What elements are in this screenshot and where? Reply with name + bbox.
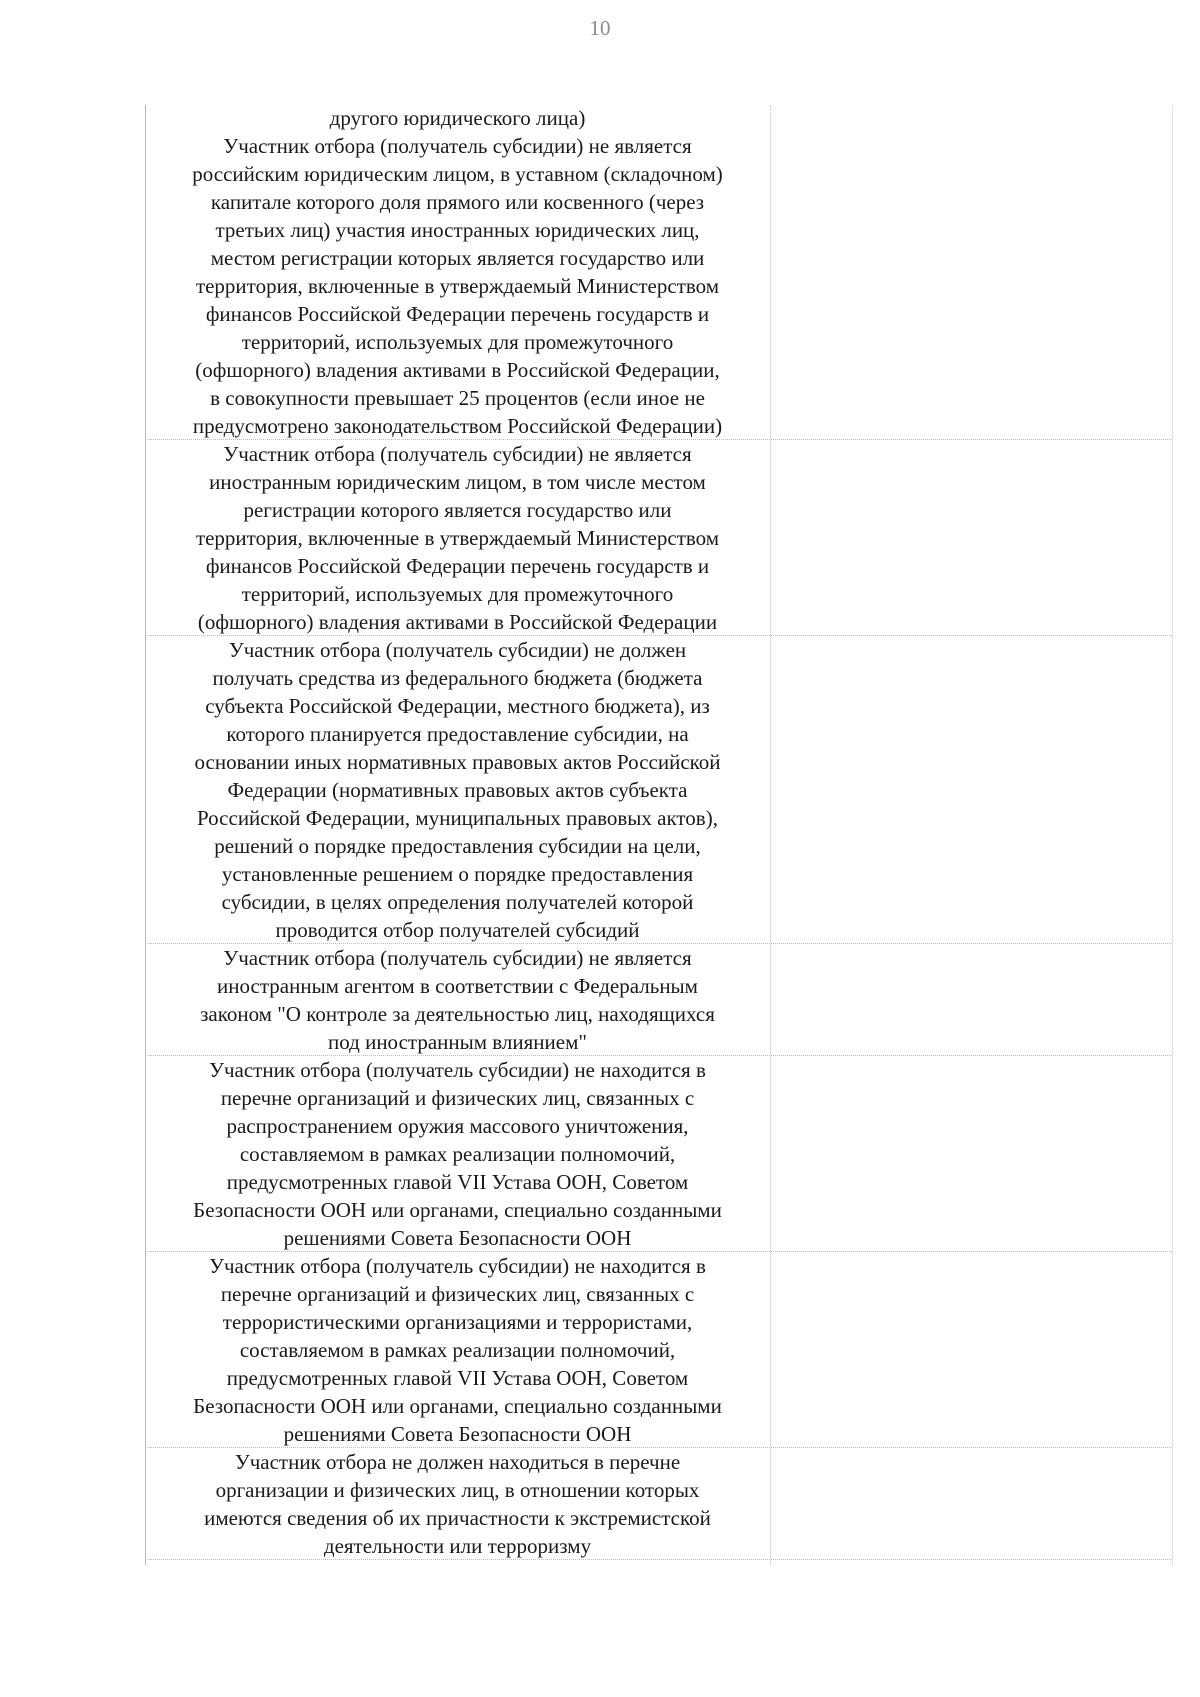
requirements-table xyxy=(145,104,770,1560)
table-row xyxy=(145,104,770,440)
table-right-border xyxy=(1172,105,1173,1565)
table-row xyxy=(145,1448,770,1560)
table-row xyxy=(145,1056,770,1252)
requirement-text: Участник отбора (получатель субсидии) не находится в перечне организаций и физических лиц, связанных с террористическими организациями и террористами, составляемом в рамках реализации полномочий, предусмотренных главой VII Устава ООН, Советом Безопасности ООН или органами, специально созданными решениями Совета Безопасности ООН xyxy=(193,1254,722,1446)
page-number: 10 xyxy=(589,16,611,40)
requirement-text: Участник отбора (получатель субсидии) не должен получать средства из федерального бюджета (бюджета субъекта Российской Федерации, местного бюджета), из которого планируется предоставление субсидии, на основании иных нормативных правовых актов Российской Федерации (нормативных правовых актов субъекта Российской Федерации, муниципальных правовых актов), решений о порядке предоставления субсидии на цели, установленные решением о порядке предоставления субсидии, в целях определения получателей которой проводится отбор получателей субсидий xyxy=(194,638,721,942)
requirement-text: другого юридического лица) Участник отбора (получатель субсидии) не является российским юридическим лицом, в уставном (складочном) капитале которого доля прямого или косвенного (через третьих лиц) участия иностранных юридических лиц, местом регистрации которых является государство или территория, включенные в утверждаемый Министерством финансов Российской Федерации перечень государств и территорий, используемых для промежуточного (офшорного) владения активами в Российской Федерации, в совокупности превышает 25 процентов (если иное не предусмотрено законодательством Российской Федерации) xyxy=(192,106,723,438)
table-column-divider xyxy=(770,105,771,1565)
requirement-text: Участник отбора (получатель субсидии) не находится в перечне организаций и физических лиц, связанных с распространением оружия массового уничтожения, составляемом в рамках реализации полномочий, предусмотренных главой VII Устава ООН, Советом Безопасности ООН или органами, специально созданными решениями Совета Безопасности ООН xyxy=(193,1058,722,1250)
table-row xyxy=(145,636,770,944)
table-row xyxy=(145,440,770,636)
requirement-text: Участник отбора (получатель субсидии) не является иностранным юридическим лицом, в том числе местом регистрации которого является государство или территория, включенные в утверждаемый Министерством финансов Российской Федерации перечень государств и территорий, используемых для промежуточного (офшорного) владения активами в Российской Федерации xyxy=(195,442,720,634)
table-row xyxy=(145,1252,770,1448)
requirement-text: Участник отбора не должен находиться в перечне организации и физических лиц, в отношении которых имеются сведения об их причастности к экстремистской деятельности или терроризму xyxy=(204,1450,711,1558)
requirement-text: Участник отбора (получатель субсидии) не является иностранным агентом в соответствии с Федеральным законом "О контроле за деятельностью лиц, находящихся под иностранным влиянием" xyxy=(200,946,715,1054)
row-divider xyxy=(145,1559,1172,1560)
table-row xyxy=(145,944,770,1056)
